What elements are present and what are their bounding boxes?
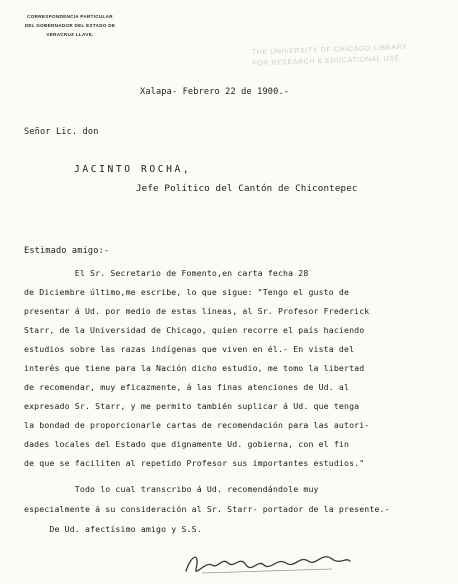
salutation-to: Señor Lic. don xyxy=(24,127,99,137)
body-line: interés que tiene para la Nación dicho estudio, me tomo la libertad xyxy=(24,363,365,373)
body-line: De Ud. afectísimo amigo y S.S. xyxy=(24,524,202,534)
letter-date: Xalapa- Febrero 22 de 1900.- xyxy=(140,87,290,97)
stamp-line-1: THE UNIVERSITY OF CHICAGO LIBRARY xyxy=(251,43,408,57)
library-stamp xyxy=(252,41,449,70)
letterhead-line-3: VERACRUZ LLAVE. xyxy=(46,32,94,37)
body-line: Todo lo cual transcribo á Ud. recomendándole muy xyxy=(24,484,319,494)
letterhead-line-2: DEL GOBERNADOR DEL ESTADO DE xyxy=(24,23,116,28)
body-line: de recomendar, muy eficazmente, á las finas atenciones de Ud. al xyxy=(24,382,350,392)
body-line: El Sr. Secretario de Fomento,en carta fecha 28 xyxy=(24,268,309,278)
body-line: Starr, de la Universidad de Chicago, quien recorre el país haciendo xyxy=(24,325,365,335)
recipient-title: Jefe Político del Cantón de Chicontepec xyxy=(136,183,358,194)
body-line: expresado Sr. Starr, y me permito también suplicar á Ud. que tenga xyxy=(24,401,360,411)
body-line: de Diciembre último,me escribe, lo que sigue: "Tengo el gusto de xyxy=(24,287,350,297)
body-line: de que se faciliten al repetido Profesor sus importantes estudios." xyxy=(24,458,365,468)
body-line: estudios sobre las razas indígenas que viven en él.- En vista del xyxy=(24,344,355,354)
greeting: Estimado amigo:- xyxy=(24,246,110,256)
signature-scrawl xyxy=(182,547,352,579)
letterhead-line-1: CORRESPONDENCIA PARTICULAR xyxy=(27,14,113,19)
body-line: dades locales del Estado que dignamente Ud. gobierna, con el fin xyxy=(24,439,350,449)
body-line: presentar á Ud. por medio de estas líneas, al Sr. Profesor Frederick xyxy=(24,306,370,316)
body-line: la bondad de proporcionarle cartas de recomendación para las autori- xyxy=(24,420,370,430)
stamp-line-2: FOR RESEARCH & EDUCATIONAL USE xyxy=(252,55,400,68)
body-line: especialmente á su consideración al Sr. Starr- portador de la presente.- xyxy=(24,504,390,514)
letterhead xyxy=(0,12,140,39)
recipient-name: JACINTO ROCHA, xyxy=(74,164,192,175)
